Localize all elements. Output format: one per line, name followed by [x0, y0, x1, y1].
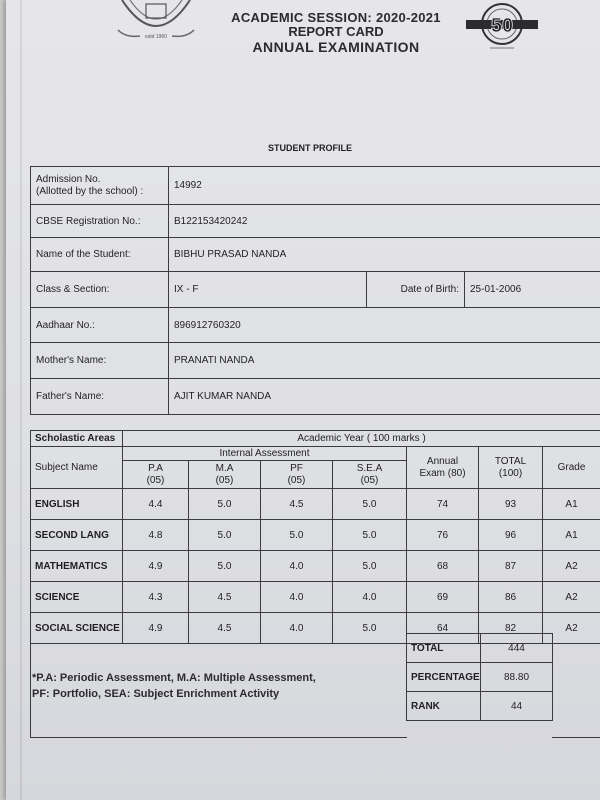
ma-cell: 5.0: [189, 551, 261, 582]
ma-cell: 4.5: [189, 582, 261, 613]
sea-cell: 5.0: [333, 551, 407, 582]
annual-exam-heading: ANNUAL EXAMINATION: [252, 39, 420, 55]
annual-cell: 74: [407, 489, 479, 520]
pf-cell: 4.5: [261, 489, 333, 520]
cbse-value: B122153420242: [169, 205, 600, 238]
subject-cell: SOCIAL SCIENCE: [31, 613, 123, 644]
admission-label-cell: [31, 167, 169, 205]
father-label: Father's Name:: [31, 379, 169, 415]
footnote-line-1: *P.A: Periodic Assessment, M.A: Multiple Assessment,: [32, 672, 316, 684]
mother-row: [31, 343, 600, 379]
emblem-number: 50: [490, 15, 514, 37]
pa-label: P.A: [148, 462, 163, 474]
name-value: BIBHU PRASAD NANDA: [169, 238, 600, 272]
annual-cell: 68: [407, 551, 479, 582]
pa-cell: 4.8: [123, 520, 189, 551]
grade-cell: A1: [543, 520, 600, 551]
summary-rank-value: 44: [481, 692, 553, 721]
total-cell: 86: [479, 582, 543, 613]
pa-cell: 4.3: [123, 582, 189, 613]
summary-total-label: TOTAL: [407, 634, 481, 663]
marks-row-science: [31, 582, 600, 613]
dob-value: 25-01-2006: [465, 272, 600, 308]
name-label: Name of the Student:: [31, 238, 169, 272]
subject-cell: MATHEMATICS: [31, 551, 123, 582]
school-crest-logo: [116, 0, 196, 42]
page-fold: [20, 0, 22, 800]
aadhaar-value: 896912760320: [169, 308, 600, 343]
pa-cell: 4.9: [123, 551, 189, 582]
class-value: IX - F: [169, 272, 367, 308]
cbse-label: CBSE Registration No.:: [31, 205, 169, 238]
sea-cell: 5.0: [333, 613, 407, 644]
total-cell: 93: [479, 489, 543, 520]
pf-cell: 4.0: [261, 613, 333, 644]
pa-cell: 4.9: [123, 613, 189, 644]
sea-label: S.E.A: [356, 462, 383, 474]
mother-value: PRANATI NANDA: [169, 343, 600, 379]
assessment-footnote: [32, 670, 362, 702]
marks-row-second-lang: [31, 520, 600, 551]
academic-session-heading: ACADEMIC SESSION: 2020-2021: [231, 10, 441, 25]
pf-header: [261, 461, 333, 489]
grade-cell: A1: [543, 489, 600, 520]
aadhaar-label: Aadhaar No.:: [31, 308, 169, 343]
sea-header: [333, 461, 407, 489]
ma-max-label: (05): [215, 474, 234, 486]
admission-label: Admission No.: [36, 173, 101, 185]
scholastic-areas-label: Scholastic Areas: [31, 431, 123, 447]
total-cell: 82: [479, 613, 543, 644]
pa-max-label: (05): [146, 474, 165, 486]
dob-label: Date of Birth:: [367, 272, 465, 308]
ma-cell: 5.0: [189, 520, 261, 551]
pf-max-label: (05): [287, 474, 306, 486]
summary-table: [406, 633, 553, 721]
annual-max-label: Exam (80): [419, 467, 466, 479]
total-cell: 87: [479, 551, 543, 582]
pa-cell: 4.4: [123, 489, 189, 520]
pa-header: [123, 461, 189, 489]
report-card-heading: REPORT CARD: [288, 24, 384, 39]
subject-cell: ENGLISH: [31, 489, 123, 520]
sea-cell: 4.0: [333, 582, 407, 613]
total-max-label: (100): [498, 467, 523, 479]
class-row: [31, 272, 600, 308]
grade-cell: A2: [543, 613, 600, 644]
summary-total-row: [407, 634, 553, 663]
ma-label: M.A: [215, 462, 234, 474]
annual-label: Annual: [426, 455, 459, 467]
subject-cell: SCIENCE: [31, 582, 123, 613]
admission-row: [31, 167, 600, 205]
admission-sublabel: (Allotted by the school) :: [36, 185, 144, 197]
marks-header-row-2: [31, 447, 600, 461]
student-profile-title: STUDENT PROFILE: [267, 143, 352, 153]
academic-year-label: Academic Year ( 100 marks ): [123, 431, 600, 447]
grade-cell: A2: [543, 582, 600, 613]
footnote-line-2: PF: Portfolio, SEA: Subject Enrichment Activity: [32, 688, 280, 700]
grade-header: Grade: [543, 447, 600, 489]
subject-name-header: Subject Name: [31, 447, 123, 489]
sea-cell: 5.0: [333, 489, 407, 520]
summary-percentage-label: PERCENTAGE: [407, 663, 481, 692]
ma-header: [189, 461, 261, 489]
pf-cell: 4.0: [261, 551, 333, 582]
father-value: AJIT KUMAR NANDA: [169, 379, 600, 415]
summary-percentage-row: [407, 663, 553, 692]
pf-cell: 5.0: [261, 520, 333, 551]
annual-cell: 69: [407, 582, 479, 613]
subject-cell: SECOND LANG: [31, 520, 123, 551]
summary-rank-label: RANK: [407, 692, 481, 721]
annual-cell: 64: [407, 613, 479, 644]
mother-label: Mother's Name:: [31, 343, 169, 379]
total-header: [479, 447, 543, 489]
crest-text: estd 1960: [145, 34, 167, 40]
aadhaar-row: [31, 308, 600, 343]
cbse-row: [31, 205, 600, 238]
annual-exam-header: [407, 447, 479, 489]
marks-row-mathematics: [31, 551, 600, 582]
summary-rank-row: [407, 692, 553, 721]
class-label: Class & Section:: [31, 272, 169, 308]
total-cell: 96: [479, 520, 543, 551]
total-label: TOTAL: [494, 455, 527, 467]
summary-right-box: [552, 633, 600, 738]
sea-cell: 5.0: [333, 520, 407, 551]
ma-cell: 4.5: [189, 613, 261, 644]
marks-header-row-1: [31, 431, 600, 447]
pf-cell: 4.0: [261, 582, 333, 613]
sea-max-label: (05): [360, 474, 379, 486]
marks-row-english: [31, 489, 600, 520]
summary-percentage-value: 88.80: [481, 663, 553, 692]
father-row: [31, 379, 600, 415]
grade-cell: A2: [543, 551, 600, 582]
marks-table: [30, 430, 600, 644]
ma-cell: 5.0: [189, 489, 261, 520]
fifty-years-emblem: [466, 2, 538, 52]
summary-total-value: 444: [481, 634, 553, 663]
internal-assessment-header: Internal Assessment: [123, 447, 407, 461]
student-profile-table: [30, 166, 600, 415]
pf-label: PF: [290, 462, 303, 474]
annual-cell: 76: [407, 520, 479, 551]
name-row: [31, 238, 600, 272]
admission-value: 14992: [169, 167, 600, 205]
